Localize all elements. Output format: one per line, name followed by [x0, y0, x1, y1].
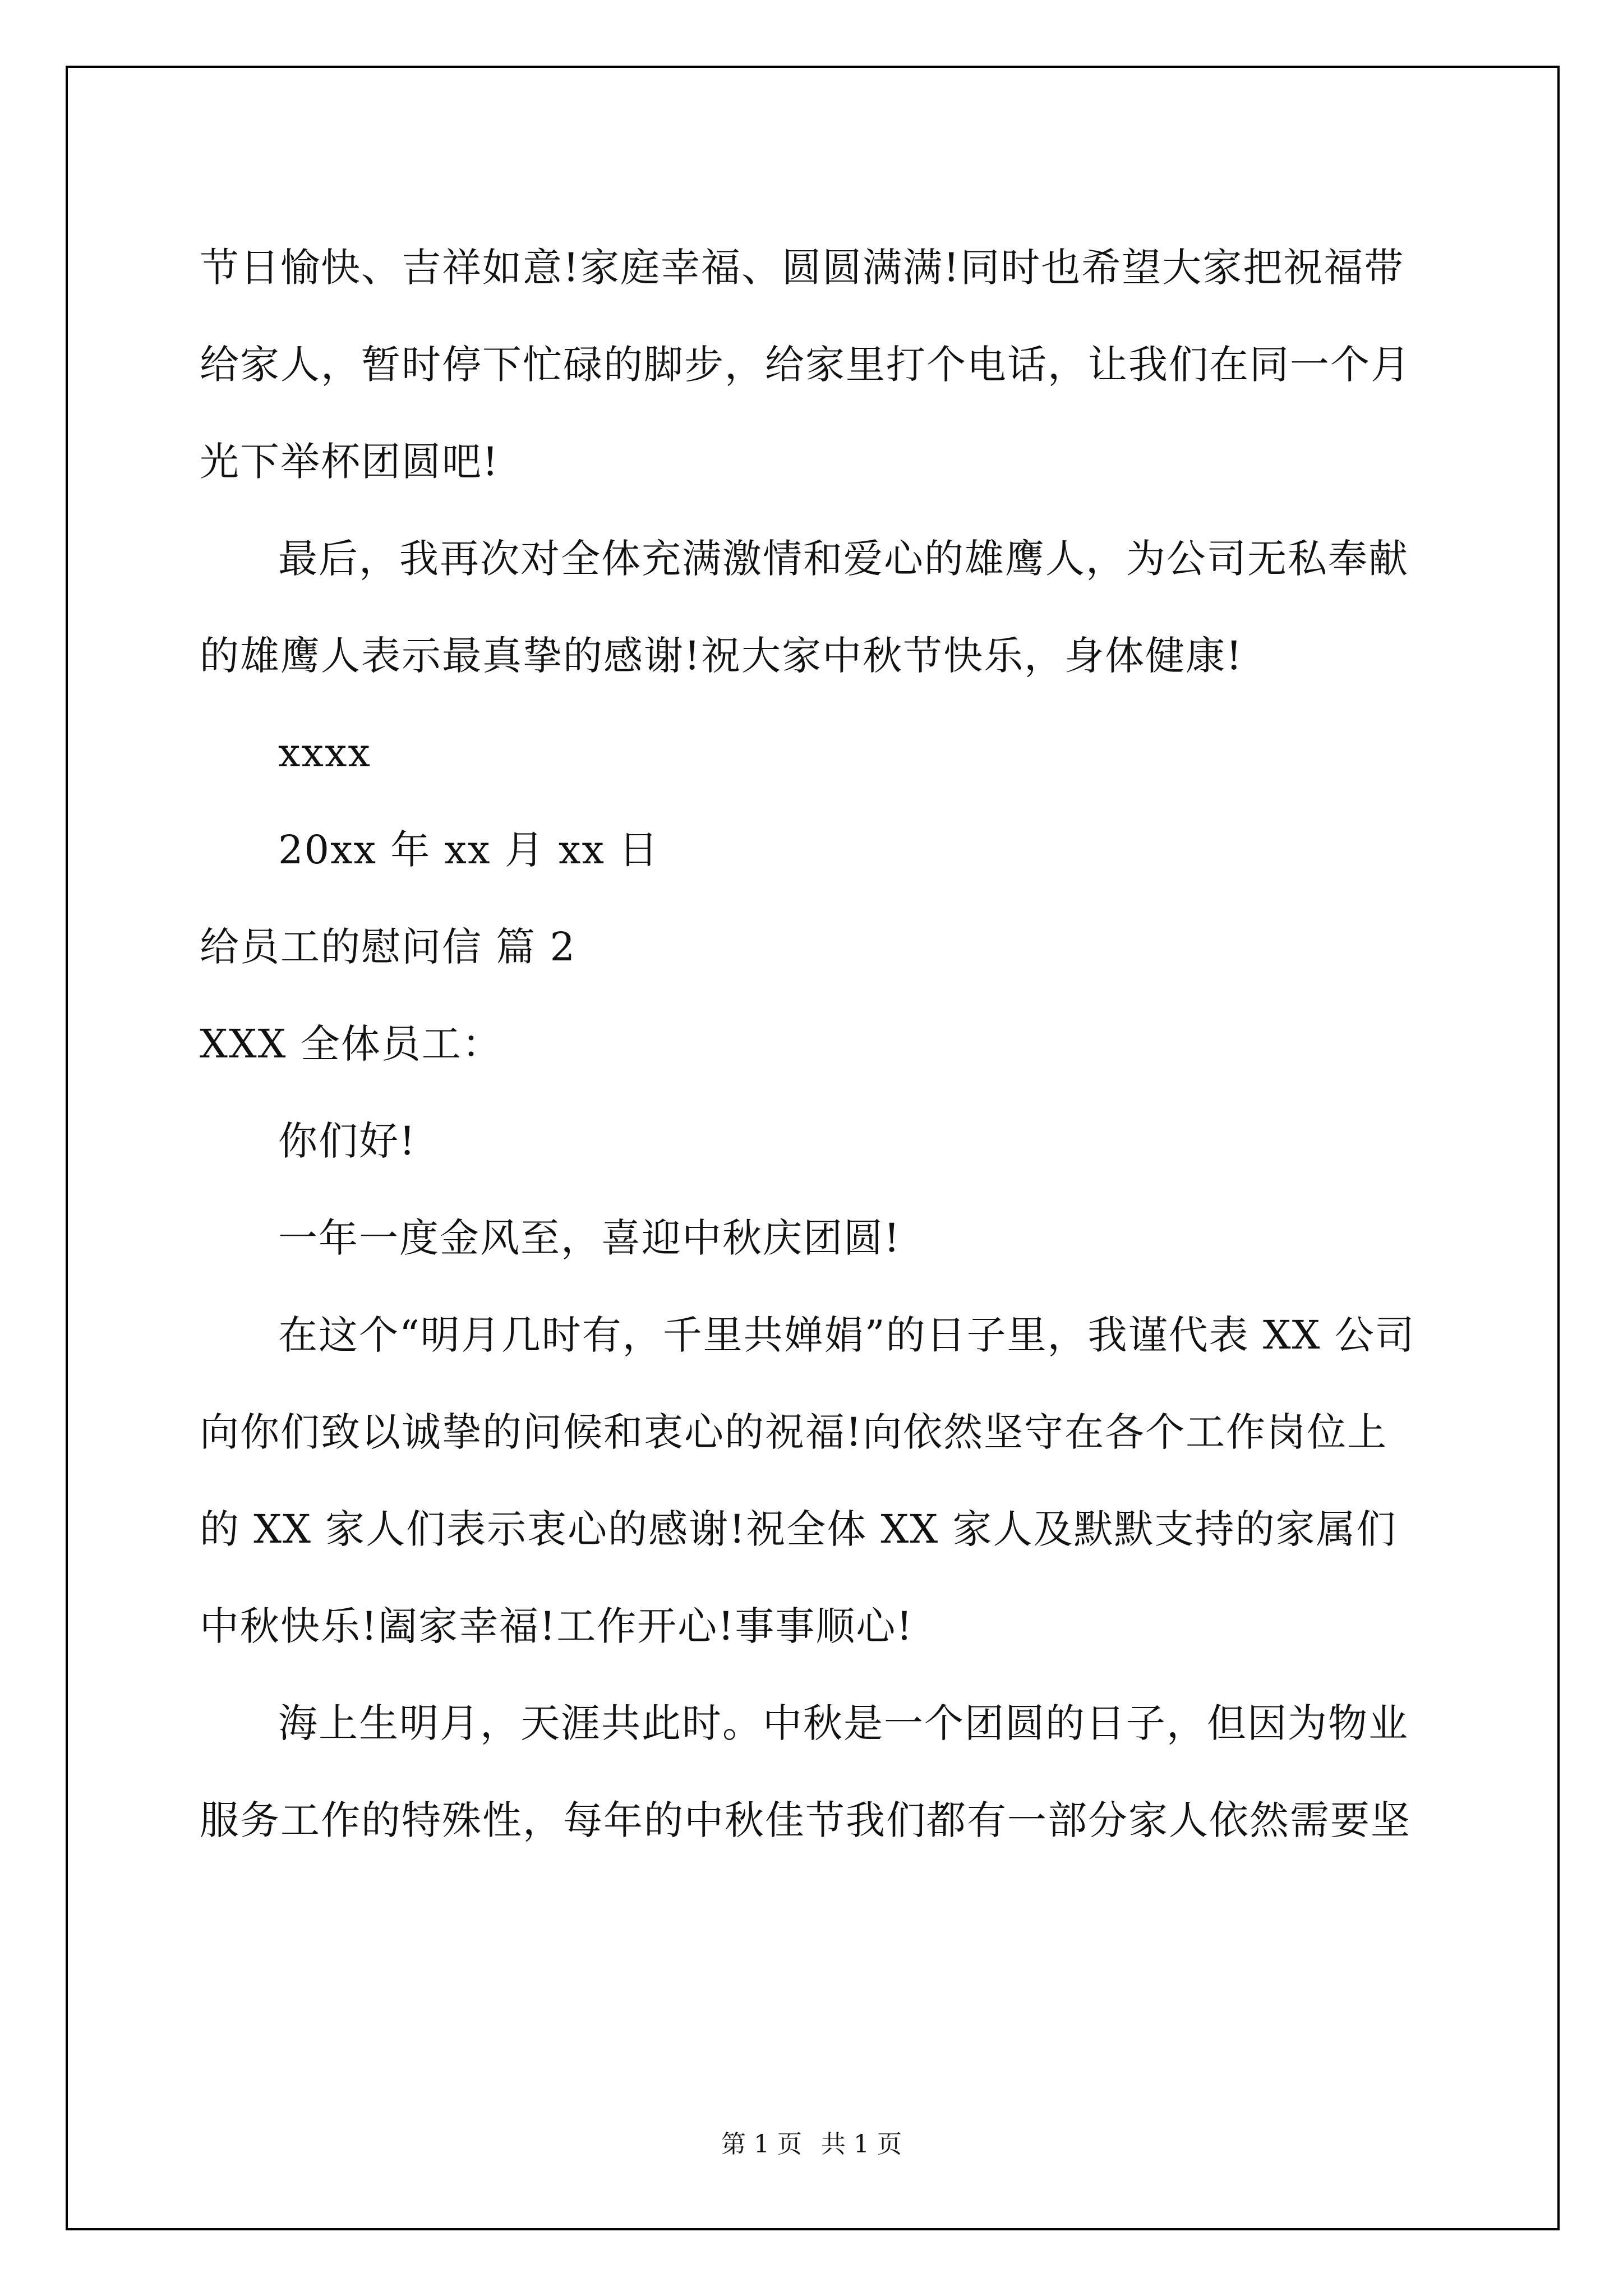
page-number: 第 1 页 — [721, 2130, 802, 2159]
section-heading: 给员工的慰问信 篇 2 — [200, 924, 577, 970]
greeting: 你们好! — [278, 1118, 417, 1164]
paragraph-2: 最后，我再次对全体充满激情和爱心的雄鹰人，为公司无私奉献的雄鹰人表示最真挚的感谢!祝大家中秋节快乐，身体健康! — [200, 536, 1409, 679]
paragraph-continued: 海上生明月，天涯共此时。中秋是一个团圆的日子，但因为物业服务工作的特殊性，每年的中秋佳节我们都有一部分家人依然需要坚 — [200, 1700, 1411, 1843]
signature-name: xxxx — [278, 730, 371, 776]
page-total: 共 1 页 — [821, 2130, 902, 2159]
paragraph-wishes: 在这个“明月几时有，千里共婵娟”的日子里，我谨代表 XX 公司向你们致以诚挚的问候和衷心的祝福!向依然坚守在各个工作岗位上的 XX 家人们表示衷心的感谢!祝全体 XX 家人及默默支持的家属们中秋快乐!阖家幸福!工作开心!事事顺心! — [200, 1312, 1415, 1649]
salutation: XXX 全体员工： — [200, 1021, 502, 1067]
paragraph-opening: 一年一度金风至，喜迎中秋庆团圆! — [278, 1215, 901, 1261]
page-footer — [0, 2124, 1623, 2160]
document-body — [200, 219, 1422, 1869]
signature-date: 20xx 年 xx 月 xx 日 — [278, 827, 660, 873]
paragraph-1: 节日愉快、吉祥如意!家庭幸福、圆圆满满!同时也希望大家把祝福带给家人，暂时停下忙碌的脚步，给家里打个电话，让我们在同一个月光下举杯团圆吧! — [200, 245, 1411, 485]
